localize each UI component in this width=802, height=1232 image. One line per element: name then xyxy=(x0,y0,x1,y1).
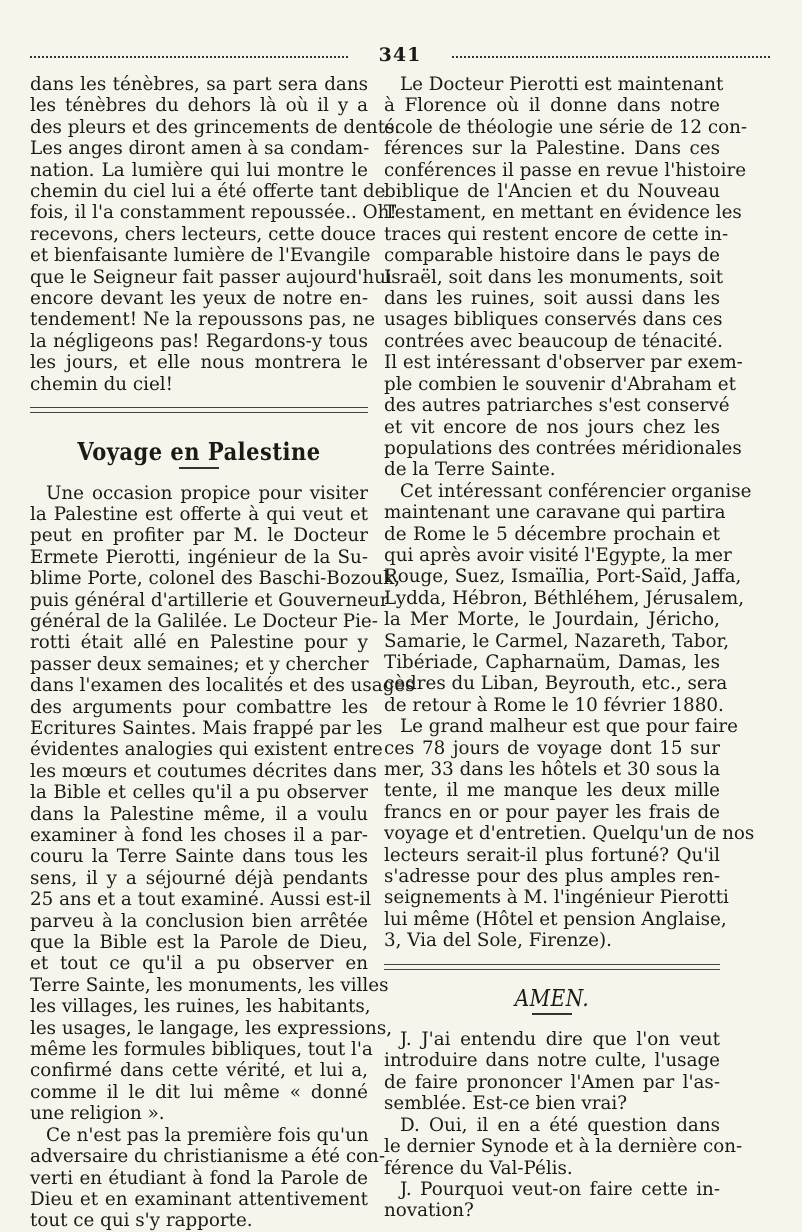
text-line: une religion ». xyxy=(30,1103,165,1125)
text-line: Israël, soit dans les monuments, soit xyxy=(384,266,724,288)
text-line: puis général d'artillerie et Gouverneur xyxy=(30,589,389,611)
text-line: voyage et d'entretien. Quelqu'un de nos xyxy=(384,823,755,845)
text-line: de faire prononcer l'Amen par l'as- xyxy=(384,1071,720,1093)
text-line: recevons, chers lecteurs, cette douce xyxy=(30,223,376,245)
section-title-amen: AMEN. xyxy=(514,983,590,1012)
text-line: évidentes analogies qui existent entre xyxy=(30,739,383,761)
section-divider xyxy=(30,407,368,413)
text-line: confirmé dans cette vérité, et lui a, xyxy=(30,1060,368,1082)
page-number: 341 xyxy=(378,44,422,66)
text-line: Rouge, Suez, Ismaïlia, Port-Saïd, Jaffa, xyxy=(384,566,742,588)
text-line: Testament, en mettant en évidence les xyxy=(384,202,742,224)
right-column xyxy=(384,74,755,1222)
text-line: Une occasion propice pour visiter xyxy=(46,482,368,504)
text-line: usages bibliques conservés dans ces xyxy=(384,309,723,331)
text-line: biblique de l'Ancien et du Nouveau xyxy=(384,181,720,203)
text-line: Ce n'est pas la première fois qu'un xyxy=(46,1124,369,1146)
text-line: populations des contrées méridionales xyxy=(384,437,742,459)
text-line: nation. La lumière qui lui montre le xyxy=(30,159,368,181)
header-ornament-left xyxy=(30,56,348,64)
text-line: parveu à la conclusion bien arrêtée xyxy=(30,910,368,932)
article-pierotti-body xyxy=(384,74,755,952)
text-line: ple combien le souvenir d'Abraham et xyxy=(384,373,736,395)
text-line: s'adresse pour des plus amples ren- xyxy=(384,866,720,888)
text-line: férence du Val-Pélis. xyxy=(384,1157,573,1179)
text-line: les ténèbres du dehors là où il y a xyxy=(30,95,368,117)
text-line: adversaire du christianisme a été con- xyxy=(30,1146,386,1168)
text-line: Ermete Pierotti, ingénieur de la Su- xyxy=(30,546,368,568)
text-line: des pleurs et des grincements de dents. xyxy=(30,116,401,138)
text-line: école de théologie une série de 12 con- xyxy=(384,116,748,138)
text-line: introduire dans notre culte, l'usage xyxy=(384,1050,720,1072)
text-line: francs en or pour payer les frais de xyxy=(384,801,720,823)
text-line: comme il le dit lui même « donné xyxy=(30,1081,368,1103)
text-line: Il est intéressant d'observer par exem- xyxy=(384,352,743,374)
text-line: verti en étudiant à fond la Parole de xyxy=(30,1167,368,1189)
text-line: les jours, et elle nous montrera le xyxy=(30,352,368,374)
text-line: des arguments pour combattre les xyxy=(30,696,368,718)
text-line: la Mer Morte, le Jourdain, Jéricho, xyxy=(384,609,720,631)
text-line: Le grand malheur est que pour faire xyxy=(400,716,738,738)
article-voyage-body xyxy=(30,482,415,1232)
text-line: de Rome le 5 décembre prochain et xyxy=(384,523,720,545)
text-line: seignements à M. l'ingénieur Pierotti xyxy=(384,887,729,909)
text-line: lecteurs serait-il plus fortuné? Qu'il xyxy=(384,844,720,866)
text-line: blime Porte, colonel des Baschi-Bozouk, xyxy=(30,568,401,590)
text-line: 25 ans et a tout examiné. Aussi est-il xyxy=(30,889,372,911)
text-line: encore devant les yeux de notre en- xyxy=(30,288,368,310)
text-line: peut en profiter par M. le Docteur xyxy=(30,525,368,547)
text-line: Lydda, Hébron, Béthléhem, Jérusalem, xyxy=(384,587,745,609)
text-line: la Bible et celles qu'il a pu observer xyxy=(30,782,368,804)
text-line: que le Seigneur fait passer aujourd'hui xyxy=(30,266,392,288)
text-line: dans les ruines, soit aussi dans les xyxy=(384,288,720,310)
title-dash xyxy=(532,1013,572,1015)
text-line: les usages, le langage, les expressions, xyxy=(30,1017,393,1039)
text-line: traces qui restent encore de cette in- xyxy=(384,223,729,245)
text-line: qui après avoir visité l'Egypte, la mer xyxy=(384,544,732,566)
text-line: tout ce qui s'y rapporte. xyxy=(30,1210,253,1232)
text-line: Ecritures Saintes. Mais frappé par les xyxy=(30,717,383,739)
page-header xyxy=(30,42,770,66)
text-line: Les anges diront amen à sa condam- xyxy=(30,138,370,160)
section-title-voyage: Voyage en Palestine xyxy=(77,437,321,466)
paragraph-gospel-light xyxy=(30,74,401,395)
text-line: dans l'examen des localités et des usages xyxy=(30,675,415,697)
text-line: Cet intéressant conférencier organise xyxy=(400,480,752,502)
article-amen-body xyxy=(384,1029,743,1222)
text-line: de la Terre Sainte. xyxy=(384,459,556,481)
text-line: tendement! Ne la repoussons pas, ne xyxy=(30,309,376,331)
title-dash xyxy=(179,467,219,469)
text-line: dans les ténèbres, sa part sera dans xyxy=(30,74,368,95)
text-line: des autres patriarches s'est conservé xyxy=(384,395,730,417)
text-line: D. Oui, il en a été question dans xyxy=(400,1114,720,1136)
text-line: la négligeons pas! Regardons-y tous xyxy=(30,330,368,352)
text-line: ces 78 jours de voyage dont 15 sur xyxy=(384,737,720,759)
text-line: rotti était allé en Palestine pour y xyxy=(30,632,368,654)
text-line: fois, il l'a constamment repoussée.. Oh! xyxy=(30,202,397,224)
text-line: couru la Terre Sainte dans tous les xyxy=(30,846,368,868)
text-line: J. Pourquoi veut-on faire cette in- xyxy=(400,1178,720,1200)
text-line: J. J'ai entendu dire que l'on veut xyxy=(400,1029,720,1051)
text-line: Terre Sainte, les monuments, les villes xyxy=(30,974,389,996)
text-line: mer, 33 dans les hôtels et 30 sous la xyxy=(384,759,721,780)
text-line: le dernier Synode et à la dernière con- xyxy=(384,1136,743,1158)
text-line: chemin du ciel! xyxy=(30,373,173,395)
text-line: à Florence où il donne dans notre xyxy=(384,95,720,117)
text-line: chemin du ciel lui a été offerte tant de xyxy=(30,181,386,203)
text-line: de retour à Rome le 10 février 1880. xyxy=(384,694,724,716)
header-ornament-right xyxy=(452,56,770,64)
text-line: Samarie, le Carmel, Nazareth, Tabor, xyxy=(384,630,730,652)
text-line: les villages, les ruines, les habitants, xyxy=(30,996,371,1018)
text-line: examiner à fond les choses il a par- xyxy=(30,825,368,846)
text-line: et vit encore de nos jours chez les xyxy=(384,416,720,438)
text-line: maintenant une caravane qui partira xyxy=(384,502,726,524)
text-line: férences sur la Palestine. Dans ces xyxy=(384,138,720,160)
text-line: cèdres du Liban, Beyrouth, etc., sera xyxy=(384,673,728,695)
text-line: même les formules bibliques, tout l'a xyxy=(30,1039,373,1061)
left-column xyxy=(30,74,415,1232)
text-line: Tibériade, Capharnaüm, Damas, les xyxy=(384,651,720,673)
text-line: les mœurs et coutumes décrites dans xyxy=(30,760,377,782)
text-line: passer deux semaines; et y chercher xyxy=(30,653,369,675)
text-line: tente, il me manque les deux mille xyxy=(384,780,720,802)
text-line: la Palestine est offerte à qui veut et xyxy=(30,503,368,525)
text-line: général de la Galilée. Le Docteur Pie- xyxy=(30,610,378,632)
text-line: dans la Palestine même, il a voulu xyxy=(30,803,368,825)
text-line: semblée. Est-ce bien vrai? xyxy=(384,1093,628,1115)
text-line: et bienfaisante lumière de l'Evangile xyxy=(30,245,371,267)
text-line: et tout ce qu'il a pu observer en xyxy=(30,953,368,975)
text-line: 3, Via del Sole, Firenze). xyxy=(384,930,612,952)
text-line: Le Docteur Pierotti est maintenant xyxy=(400,74,724,95)
text-line: que la Bible est la Parole de Dieu, xyxy=(30,932,368,954)
text-line: novation? xyxy=(384,1200,474,1222)
text-line: contrées avec beaucoup de ténacité. xyxy=(384,330,723,352)
text-line: conférences il passe en revue l'histoire xyxy=(384,159,747,181)
text-line: lui même (Hôtel et pension Anglaise, xyxy=(384,908,727,930)
section-divider xyxy=(384,964,720,970)
text-line: comparable histoire dans le pays de xyxy=(384,245,720,267)
text-line: Dieu et en examinant attentivement xyxy=(30,1188,368,1210)
text-line: sens, il y a séjourné déjà pendants xyxy=(30,867,368,889)
